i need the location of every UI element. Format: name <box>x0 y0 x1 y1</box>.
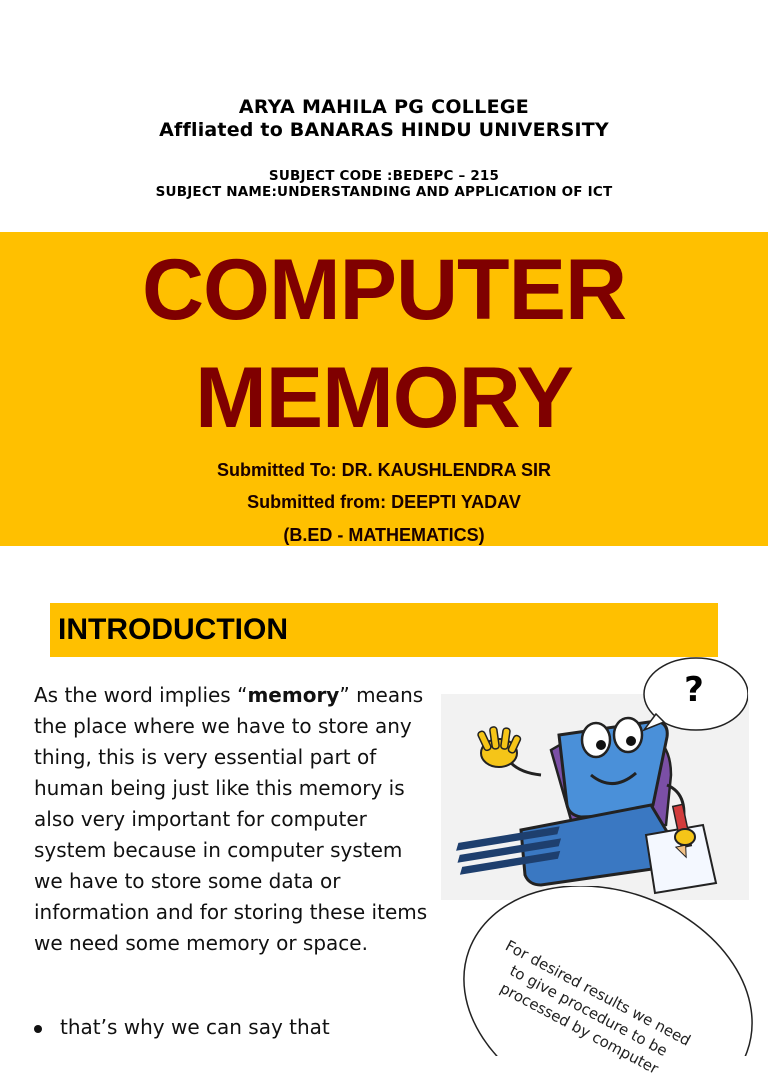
college-name: ARYA MAHILA PG COLLEGE <box>238 96 530 118</box>
bullet-text: that’s why we can say that <box>60 1015 330 1039</box>
callout-text: For desired results we need to give procedure to be processed by computer <box>497 936 694 1078</box>
submitted-to: Submitted To: DR. KAUSHLENDRA SIR <box>217 460 551 480</box>
introduction-heading: INTRODUCTION <box>58 613 288 646</box>
title-line-1: COMPUTER <box>141 242 627 338</box>
submitted-from: Submitted from: DEEPTI YADAV <box>247 492 521 512</box>
introduction-paragraph <box>34 680 429 959</box>
bullet-item <box>34 1012 330 1043</box>
subject-name: SUBJECT NAME:UNDERSTANDING AND APPLICATION OF ICT <box>155 184 613 200</box>
subject-info <box>0 168 768 200</box>
paragraph-body: ” means the place where we have to store any thing, this is very essential part of human being just like this memory is also very important for computer system because in computer system we have to store some data or information and for storing these items we need some memory or space. <box>34 683 428 955</box>
waving-hand-icon <box>477 727 521 767</box>
paragraph-emphasis: memory <box>247 683 340 707</box>
introduction-bar <box>50 603 718 657</box>
course-name: (B.ED - MATHEMATICS) <box>283 525 485 545</box>
paragraph-prefix: As the word implies “ <box>34 683 248 707</box>
left-arm <box>511 763 541 775</box>
question-mark: ? <box>684 670 704 710</box>
right-hand <box>675 829 695 845</box>
title-line-2: MEMORY <box>195 350 573 446</box>
college-header <box>0 96 768 142</box>
affiliation-line: Affliated to BANARAS HINDU UNIVERSITY <box>159 119 609 141</box>
subject-code: SUBJECT CODE :BEDEPC – 215 <box>268 168 500 184</box>
bullet-dot <box>34 1025 42 1033</box>
